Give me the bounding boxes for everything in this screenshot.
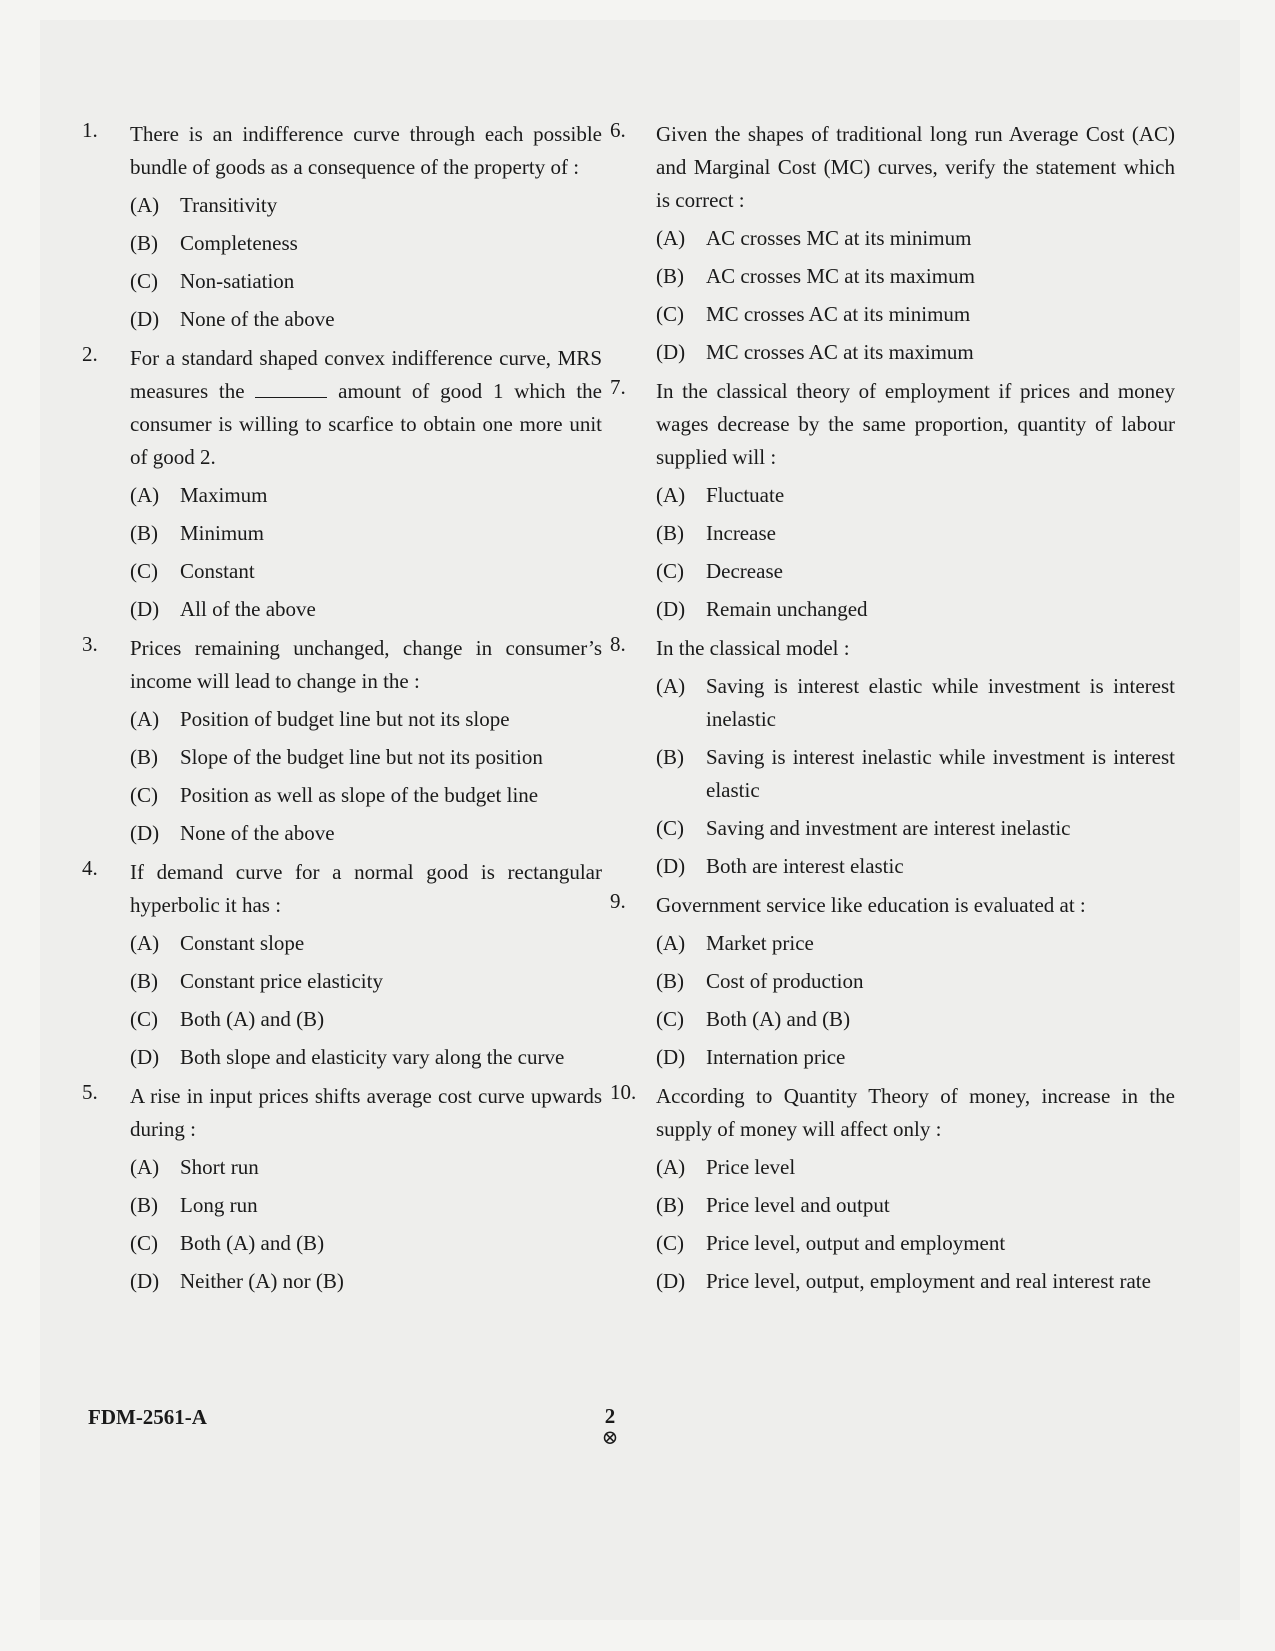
question-text: According to Quantity Theory of money, increase in the supply of money will affect only : xyxy=(656,1084,1175,1141)
option-c: (C) Price level, output and employment xyxy=(656,1231,1006,1255)
question-3 xyxy=(82,632,602,850)
question-number: 3. xyxy=(82,632,98,656)
question-number: 7. xyxy=(610,375,626,399)
question-number: 1. xyxy=(82,118,98,142)
crossed-circle-icon: ⊗ xyxy=(601,1427,619,1449)
option-d: (D) Neither (A) nor (B) xyxy=(130,1269,344,1293)
question-text: If demand curve for a normal good is rectangular hyperbolic it has : xyxy=(130,860,602,917)
option-b: (B) Cost of production xyxy=(656,969,864,993)
fill-in-blank xyxy=(255,379,327,398)
option-c: (C) Position as well as slope of the budget line xyxy=(130,783,539,807)
option-a: (A) Market price xyxy=(656,931,814,955)
question-10 xyxy=(610,1080,1175,1298)
question-8 xyxy=(610,632,1175,883)
option-d: (D) Internation price xyxy=(656,1045,846,1069)
option-a: (A) Maximum xyxy=(130,483,268,507)
question-number: 6. xyxy=(610,118,626,142)
question-number: 9. xyxy=(610,889,626,913)
option-d: (D) Remain unchanged xyxy=(656,597,868,621)
option-a: (A) Price level xyxy=(656,1155,796,1179)
question-text: There is an indifference curve through each possible bundle of goods as a consequence of the property of : xyxy=(130,122,602,179)
question-number: 8. xyxy=(610,632,626,656)
question-7 xyxy=(610,375,1175,626)
option-b: (B) AC crosses MC at its maximum xyxy=(656,264,975,288)
option-d: (D) Price level, output, employment and real interest rate xyxy=(656,1269,1151,1293)
question-2 xyxy=(82,342,602,626)
question-6 xyxy=(610,118,1175,369)
question-text: For a standard shaped convex indifference curve, MRS measures the amount of good 1 which the consumer is willing to scarfice to obtain one more unit of good 2. xyxy=(130,346,602,469)
question-text: Prices remaining unchanged, change in consumer’s income will lead to change in the : xyxy=(130,636,602,693)
option-b: (B) Completeness xyxy=(130,231,298,255)
question-text: A rise in input prices shifts average cost curve upwards during : xyxy=(130,1084,602,1141)
question-number: 4. xyxy=(82,856,98,880)
question-number: 10. xyxy=(610,1080,637,1104)
option-c: (C) MC crosses AC at its minimum xyxy=(656,302,971,326)
question-5 xyxy=(82,1080,602,1298)
option-b: (B) Long run xyxy=(130,1193,258,1217)
option-d: (D) Both are interest elastic xyxy=(656,854,904,878)
option-b: (B) Increase xyxy=(656,521,776,545)
option-a: (A) AC crosses MC at its minimum xyxy=(656,226,972,250)
question-text: In the classical model : xyxy=(656,636,850,660)
question-4 xyxy=(82,856,602,1074)
option-a: (A) Saving is interest elastic while investment is interest inelastic xyxy=(656,674,1175,731)
question-9 xyxy=(610,889,1175,1074)
option-b: (B) Minimum xyxy=(130,521,265,545)
option-b: (B) Slope of the budget line but not its position xyxy=(130,745,543,769)
option-a: (A) Fluctuate xyxy=(656,483,785,507)
right-column xyxy=(610,118,1175,1304)
option-d: (D) Both slope and elasticity vary along the curve xyxy=(130,1045,565,1069)
option-d: (D) MC crosses AC at its maximum xyxy=(656,340,974,364)
page-number xyxy=(590,1405,630,1449)
option-c: (C) Decrease xyxy=(656,559,783,583)
page-number-text: 2 xyxy=(604,1404,616,1428)
question-text: In the classical theory of employment if prices and money wages decrease by the same proportion, quantity of labour supplied will : xyxy=(656,379,1175,469)
option-b: (B) Price level and output xyxy=(656,1193,890,1217)
question-number: 5. xyxy=(82,1080,98,1104)
option-c: (C) Both (A) and (B) xyxy=(130,1007,325,1031)
option-d: (D) None of the above xyxy=(130,821,335,845)
option-a: (A) Short run xyxy=(130,1155,259,1179)
option-c: (C) Saving and investment are interest inelastic xyxy=(656,816,1071,840)
question-1 xyxy=(82,118,602,336)
option-d: (D) None of the above xyxy=(130,307,335,331)
question-text: Given the shapes of traditional long run Average Cost (AC) and Marginal Cost (MC) curves, verify the statement which is correct : xyxy=(656,122,1175,212)
option-c: (C) Non-satiation xyxy=(130,269,295,293)
option-c: (C) Both (A) and (B) xyxy=(656,1007,851,1031)
option-b: (B) Constant price elasticity xyxy=(130,969,383,993)
left-column xyxy=(82,118,602,1304)
option-d: (D) All of the above xyxy=(130,597,316,621)
option-a: (A) Position of budget line but not its slope xyxy=(130,707,510,731)
option-a: (A) Constant slope xyxy=(130,931,305,955)
option-a: (A) Transitivity xyxy=(130,193,278,217)
paper-code: FDM-2561-A xyxy=(88,1405,207,1429)
question-number: 2. xyxy=(82,342,98,366)
option-c: (C) Constant xyxy=(130,559,255,583)
option-c: (C) Both (A) and (B) xyxy=(130,1231,325,1255)
option-b: (B) Saving is interest inelastic while investment is interest elastic xyxy=(656,745,1175,802)
question-text: Government service like education is evaluated at : xyxy=(656,893,1086,917)
